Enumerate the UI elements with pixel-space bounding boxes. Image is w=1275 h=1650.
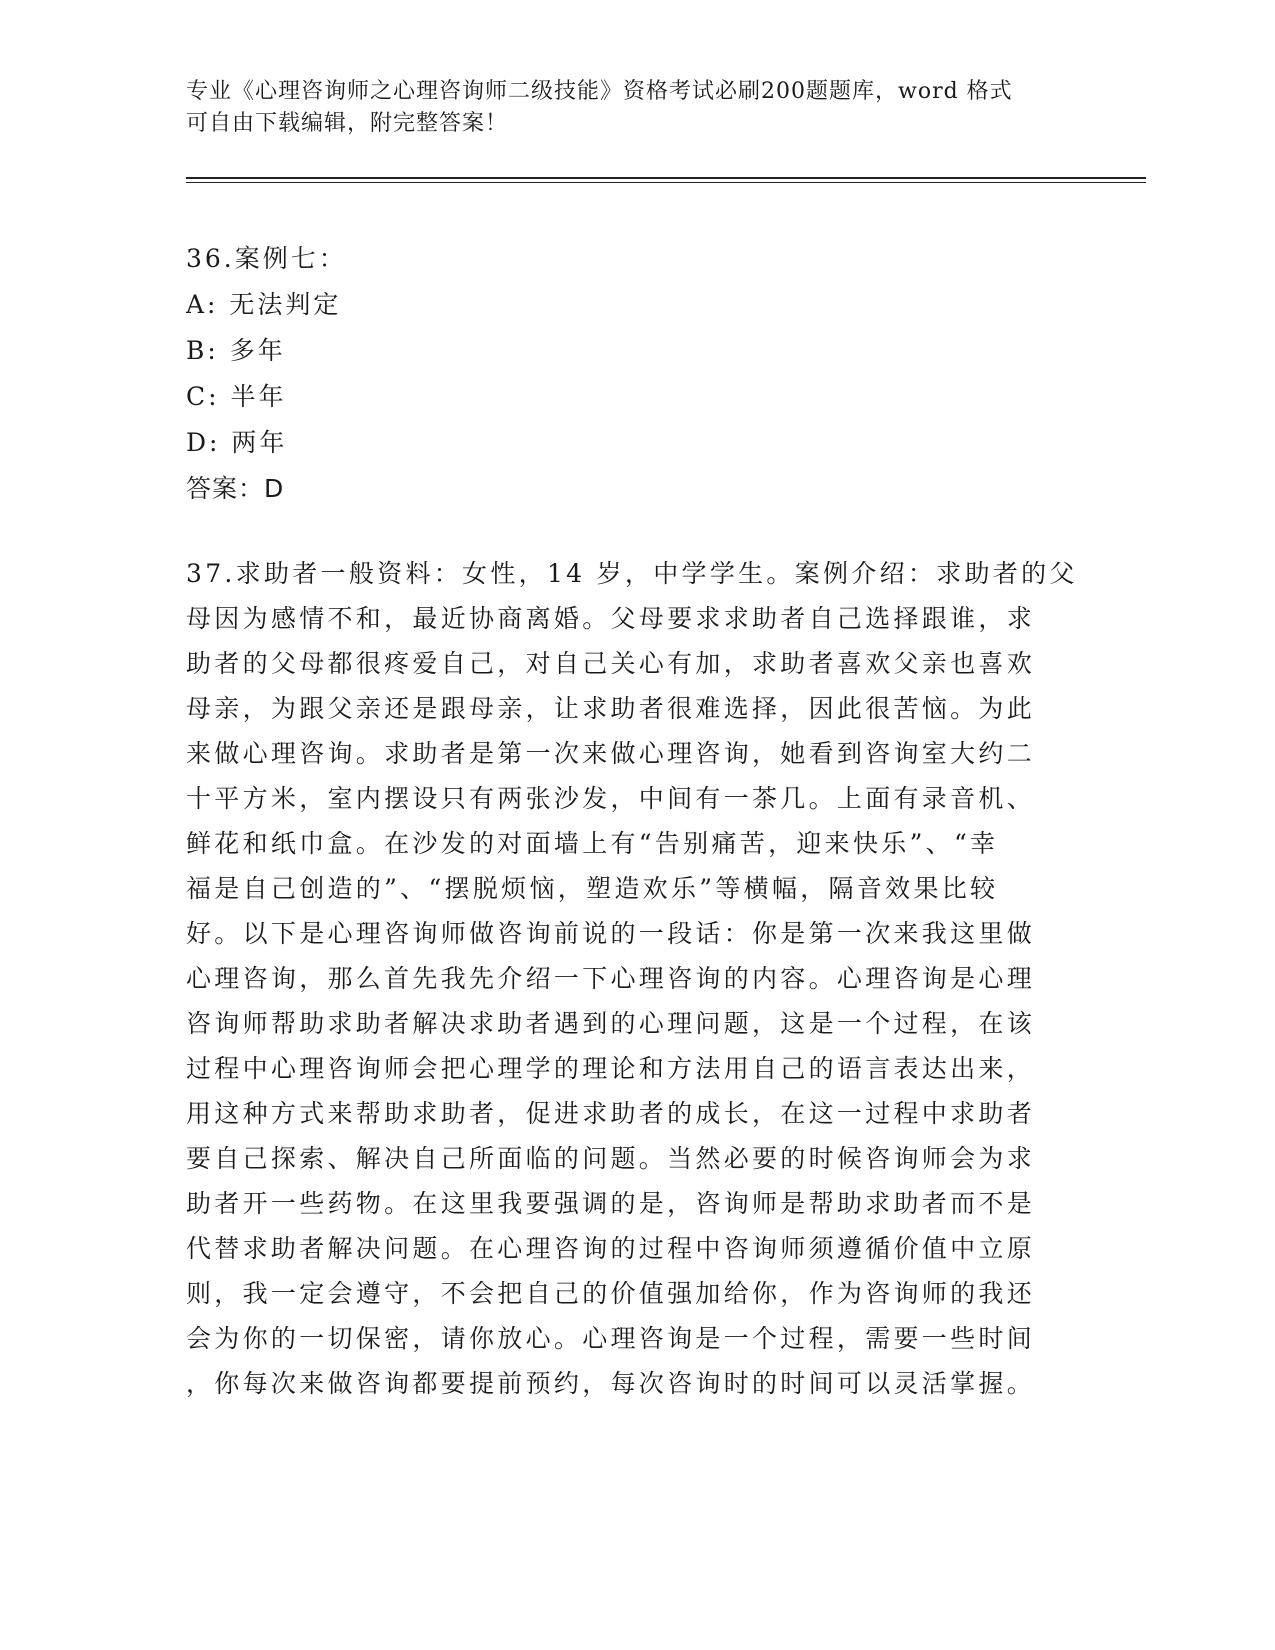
- question-37-line: 则，我一定会遵守，不会把自己的价值强加给你，作为咨询师的我还: [186, 1279, 1036, 1308]
- question-36: [186, 236, 347, 512]
- question-37: [186, 551, 1086, 1406]
- question-37-line: 咨询师帮助求助者解决求助者遇到的心理问题，这是一个过程，在该: [186, 1009, 1036, 1038]
- header-title-line-2: 可自由下载编辑，附完整答案！: [186, 111, 509, 136]
- question-37-line: 用这种方式来帮助求助者，促进求助者的成长，在这一过程中求助者: [186, 1099, 1036, 1128]
- question-37-line: 心理咨询，那么首先我先介绍一下心理咨询的内容。心理咨询是心理: [186, 964, 1036, 993]
- question-37-line: 好。以下是心理咨询师做咨询前说的一段话：你是第一次来我这里做: [186, 919, 1036, 948]
- question-36-stem: 36.案例七：: [186, 244, 347, 273]
- question-37-line: 会为你的一切保密，请你放心。心理咨询是一个过程，需要一些时间: [186, 1324, 1036, 1353]
- question-37-line: 母因为感情不和，最近协商离婚。父母要求求助者自己选择跟谁，求: [186, 604, 1036, 633]
- question-36-answer: 答案：D: [186, 474, 285, 503]
- header-title-line-1: 专业《心理咨询师之心理咨询师二级技能》资格考试必刷200题题库，word 格式: [186, 79, 1013, 104]
- question-36-option-d: D: 两年: [186, 428, 288, 457]
- header-divider-thin: [186, 182, 1146, 183]
- question-36-option-b: B: 多年: [186, 336, 286, 365]
- question-37-line: 过程中心理咨询师会把心理学的理论和方法用自己的语言表达出来，: [186, 1054, 1036, 1083]
- question-37-line: 福是自己创造的”、“摆脱烦恼，塑造欢乐”等横幅，隔音效果比较: [186, 874, 999, 903]
- document-header: [186, 76, 1066, 140]
- question-36-option-a: A: 无法判定: [186, 290, 342, 319]
- question-37-line: 助者的父母都很疼爱自己，对自己关心有加，求助者喜欢父亲也喜欢: [186, 649, 1036, 678]
- question-37-line: ，你每次来做咨询都要提前预约，每次咨询时的时间可以灵活掌握。: [186, 1369, 1036, 1398]
- question-36-option-c: C: 半年: [186, 382, 287, 411]
- question-37-line: 母亲，为跟父亲还是跟母亲，让求助者很难选择，因此很苦恼。为此: [186, 694, 1036, 723]
- question-37-line: 十平方米，室内摆设只有两张沙发，中间有一茶几。上面有录音机、: [186, 784, 1036, 813]
- header-divider-thick: [186, 177, 1146, 179]
- question-37-line: 37.求助者一般资料：女性，14 岁，中学学生。案例介绍：求助者的父: [186, 559, 1078, 588]
- question-37-line: 代替求助者解决问题。在心理咨询的过程中咨询师须遵循价值中立原: [186, 1234, 1036, 1263]
- question-37-line: 来做心理咨询。求助者是第一次来做心理咨询，她看到咨询室大约二: [186, 739, 1036, 768]
- question-37-line: 鲜花和纸巾盒。在沙发的对面墙上有“告别痛苦，迎来快乐”、“幸: [186, 829, 999, 858]
- question-37-line: 助者开一些药物。在这里我要强调的是，咨询师是帮助求助者而不是: [186, 1189, 1036, 1218]
- question-37-line: 要自己探索、解决自己所面临的问题。当然必要的时候咨询师会为求: [186, 1144, 1036, 1173]
